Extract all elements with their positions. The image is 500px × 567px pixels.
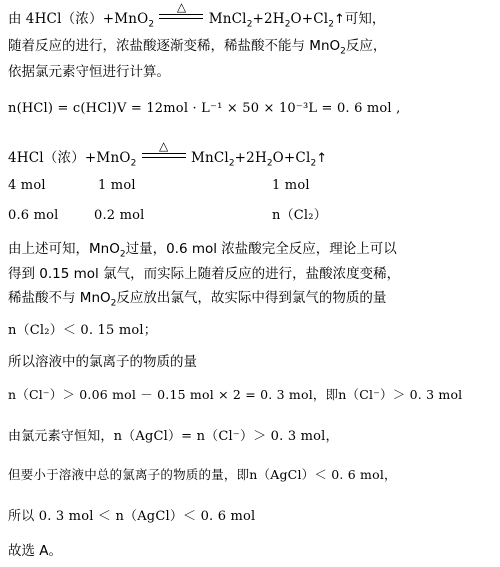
line-text: 随着反应的进行，浓盐酸逐渐变稀，稀盐酸不能与 MnO: [8, 38, 341, 54]
paragraph2-line-1: [8, 240, 397, 258]
paragraph-line-2: [8, 37, 386, 55]
subscript: 2: [340, 46, 346, 57]
line-text: 反应放出氯气，故实际中得到氯气的物质的量: [116, 290, 387, 306]
line-text: 得到 0.15 mol 氯气，而实际上随着反应的进行，盐酸浓度变稀，: [8, 266, 401, 282]
text-line-cl: 所以溶液中的氯离子的物质的量: [8, 354, 197, 370]
heat-equals-sign: [142, 139, 186, 164]
line-text: 稀盐酸不与 MnO: [8, 290, 111, 306]
inequality-line-1: n（Cl₂）＜ 0. 15 mol；: [8, 323, 157, 338]
calc-text: n(HCl) = c(HCl)V = 12mol · L⁻¹ × 50 × 10⁻³L = 0. 6 mol ,: [8, 101, 401, 116]
paragraph2-line-3: [8, 289, 386, 307]
calc-line-1: [8, 100, 400, 118]
subscript: 2: [148, 19, 155, 30]
subscript: 2: [328, 19, 335, 30]
subscript: 2: [110, 298, 117, 309]
row1-col2: 1 mol: [98, 178, 136, 193]
row2-col3: n（Cl₂）: [272, 208, 327, 223]
inequality-line-4: 但要小于溶液中总的氯离子的物质的量，即n（AgCl）＜ 0. 6 mol，: [8, 467, 397, 482]
subscript: 2: [119, 249, 126, 260]
subscript: 2: [310, 158, 317, 169]
product-c: O+Cl: [290, 11, 329, 27]
paragraph-line-3: [8, 63, 170, 81]
answer-line: 故选 A。: [8, 543, 63, 559]
inequality-line-3: 由氯元素守恒知，n（AgCl）= n（Cl⁻）＞ 0. 3 mol，: [8, 429, 339, 444]
paragraph2-line-2: [8, 265, 400, 283]
product-a: MnCl: [190, 150, 229, 166]
product-b: +2H: [234, 150, 267, 166]
heat-symbol: △: [159, 139, 169, 153]
gas-up-arrow-icon: ↑: [316, 151, 328, 166]
product-a: MnCl: [208, 11, 247, 27]
heat-symbol: △: [176, 0, 187, 14]
subscript: 2: [246, 19, 253, 30]
reaction-line-1: [8, 0, 386, 30]
product-c: O+Cl: [272, 150, 311, 166]
subscript: 2: [130, 158, 137, 169]
heat-equals-sign: [159, 0, 203, 25]
subscript: 2: [266, 158, 273, 169]
row1-col1: 4 mol: [8, 178, 46, 193]
line-text: 反应，: [345, 38, 387, 54]
line-text: 过量，0.6 mol 浓盐酸完全反应，理论上可以: [125, 241, 397, 257]
lead-text: 由: [8, 11, 22, 27]
reaction-lhs: 4HCl（浓）+MnO: [8, 150, 131, 166]
line-text: 由上述可知，MnO: [8, 241, 120, 257]
reaction-lhs: 4HCl（浓）+MnO: [25, 11, 149, 27]
subscript: 2: [284, 19, 291, 30]
product-b: +2H: [252, 11, 285, 27]
line-text: 依据氯元素守恒进行计算。: [8, 64, 170, 80]
reaction-line-2: [8, 139, 328, 169]
gas-up-arrow-icon: ↑: [334, 12, 345, 27]
inequality-line-2: n（Cl⁻）＞ 0.06 mol － 0.15 mol × 2 = 0. 3 mol，即n（Cl⁻）＞ 0. 3 mol: [8, 387, 463, 402]
row2-col2: 0.2 mol: [94, 208, 145, 223]
tail-text: 可知，: [344, 11, 386, 27]
row2-col1: 0.6 mol: [8, 208, 59, 223]
inequality-line-5: 所以 0. 3 mol ＜ n（AgCl）＜ 0. 6 mol: [8, 509, 256, 524]
row1-col3: 1 mol: [272, 178, 310, 193]
subscript: 2: [228, 158, 235, 169]
